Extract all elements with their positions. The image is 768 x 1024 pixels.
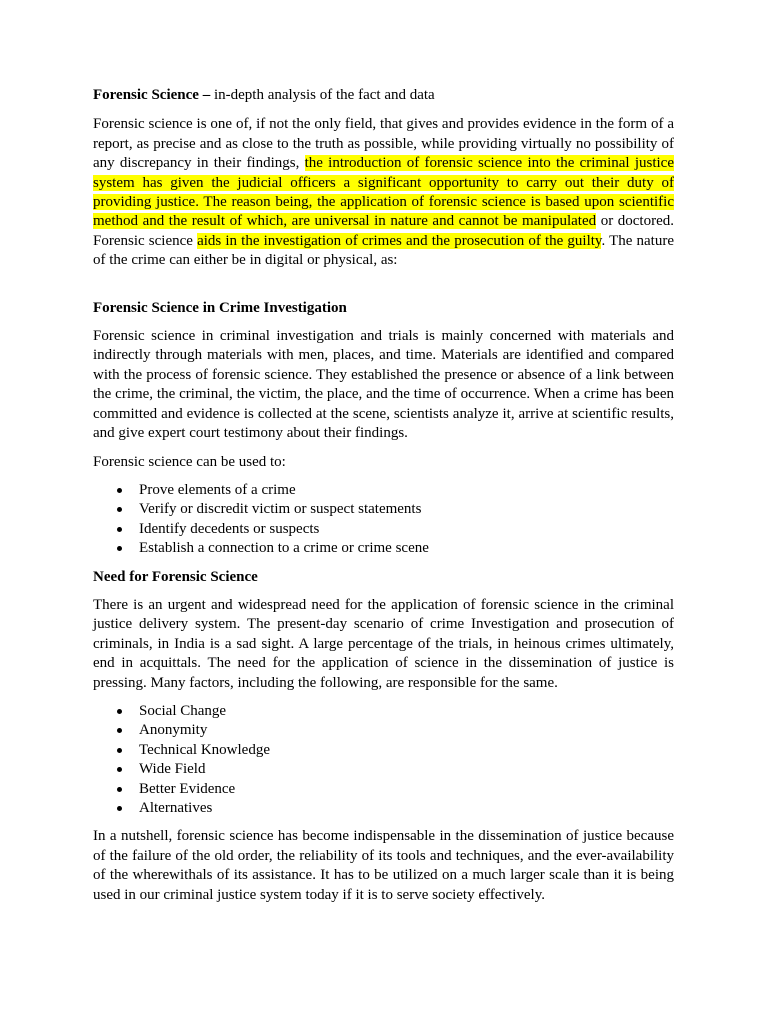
section-heading-crime-investigation: Forensic Science in Crime Investigation	[93, 299, 347, 316]
list-item: Wide Field	[139, 760, 674, 779]
intro-text-2: or doctored. Forensic science	[93, 213, 674, 249]
intro-paragraph	[93, 115, 674, 270]
section-heading-need: Need for Forensic Science	[93, 568, 258, 585]
document-body	[93, 86, 674, 914]
need-paragraph: There is an urgent and widespread need for the application of forensic science in the criminal justice delivery system. The present-day scenario of crime Investigation and prosecution of criminals, in India is a sad sight. A large percentage of the trials, in heinous crimes ultimately, end in acquittals. The need for the application of science in the dissemination of justice is pressing. Many factors, including the following, are responsible for the same.	[93, 596, 674, 691]
conclusion-paragraph: In a nutshell, forensic science has become indispensable in the dissemination of justice because of the failure of the old order, the reliability of its tools and techniques, and the ever-availability of the wherewithals of its assistance. It has to be utilized on a much larger scale than it is being used in our criminal justice system today if it is to serve society effectively.	[93, 828, 674, 903]
list-item: Alternatives	[139, 799, 674, 818]
list-item: Establish a connection to a crime or crime scene	[139, 539, 674, 558]
crime-investigation-paragraph: Forensic science in criminal investigation and trials is mainly concerned with materials and indirectly through materials with men, places, and time. Materials are identified and compared with the process of forensic science. They established the presence or absence of a link between the crime, the criminal, the victim, the place, and the time of occurrence. When a crime has been committed and evidence is collected at the scene, scientists analyze it, arrive at scientific results, and give expert court testimony about their findings.	[93, 328, 674, 442]
intro-highlight-1: the introduction of forensic science into the criminal justice system has given the judicial officers a significant opportunity to carry out their duty of providing justice. The reason being, the application of forensic science is based upon scientific method and the result of which, are universal in nature and cannot be manipulated	[93, 155, 674, 230]
list-item: Better Evidence	[139, 780, 674, 799]
intro-text-3: . The nature of the crime can either be in digital or physical, as:	[93, 232, 674, 269]
uses-list	[93, 481, 674, 559]
title-subtitle: in-depth analysis of the fact and data	[210, 87, 435, 103]
intro-text-1: Forensic science is one of, if not the only field, that gives and provides evidence in the form of a report, as precise and as close to the truth as possible, while providing virtually no possibility of any discrepancy in their findings,	[93, 116, 674, 172]
factors-list	[93, 702, 674, 818]
list-item: Social Change	[139, 702, 674, 721]
list-item: Verify or discredit victim or suspect statements	[139, 500, 674, 519]
list-item: Anonymity	[139, 721, 674, 740]
list-intro: Forensic science can be used to:	[93, 453, 286, 470]
list-item: Technical Knowledge	[139, 741, 674, 760]
list-item: Identify decedents or suspects	[139, 520, 674, 539]
document-title	[93, 86, 674, 105]
intro-highlight-2: aids in the investigation of crimes and the prosecution of the guilty	[197, 232, 602, 249]
list-item: Prove elements of a crime	[139, 481, 674, 500]
title-bold: Forensic Science –	[93, 87, 211, 103]
